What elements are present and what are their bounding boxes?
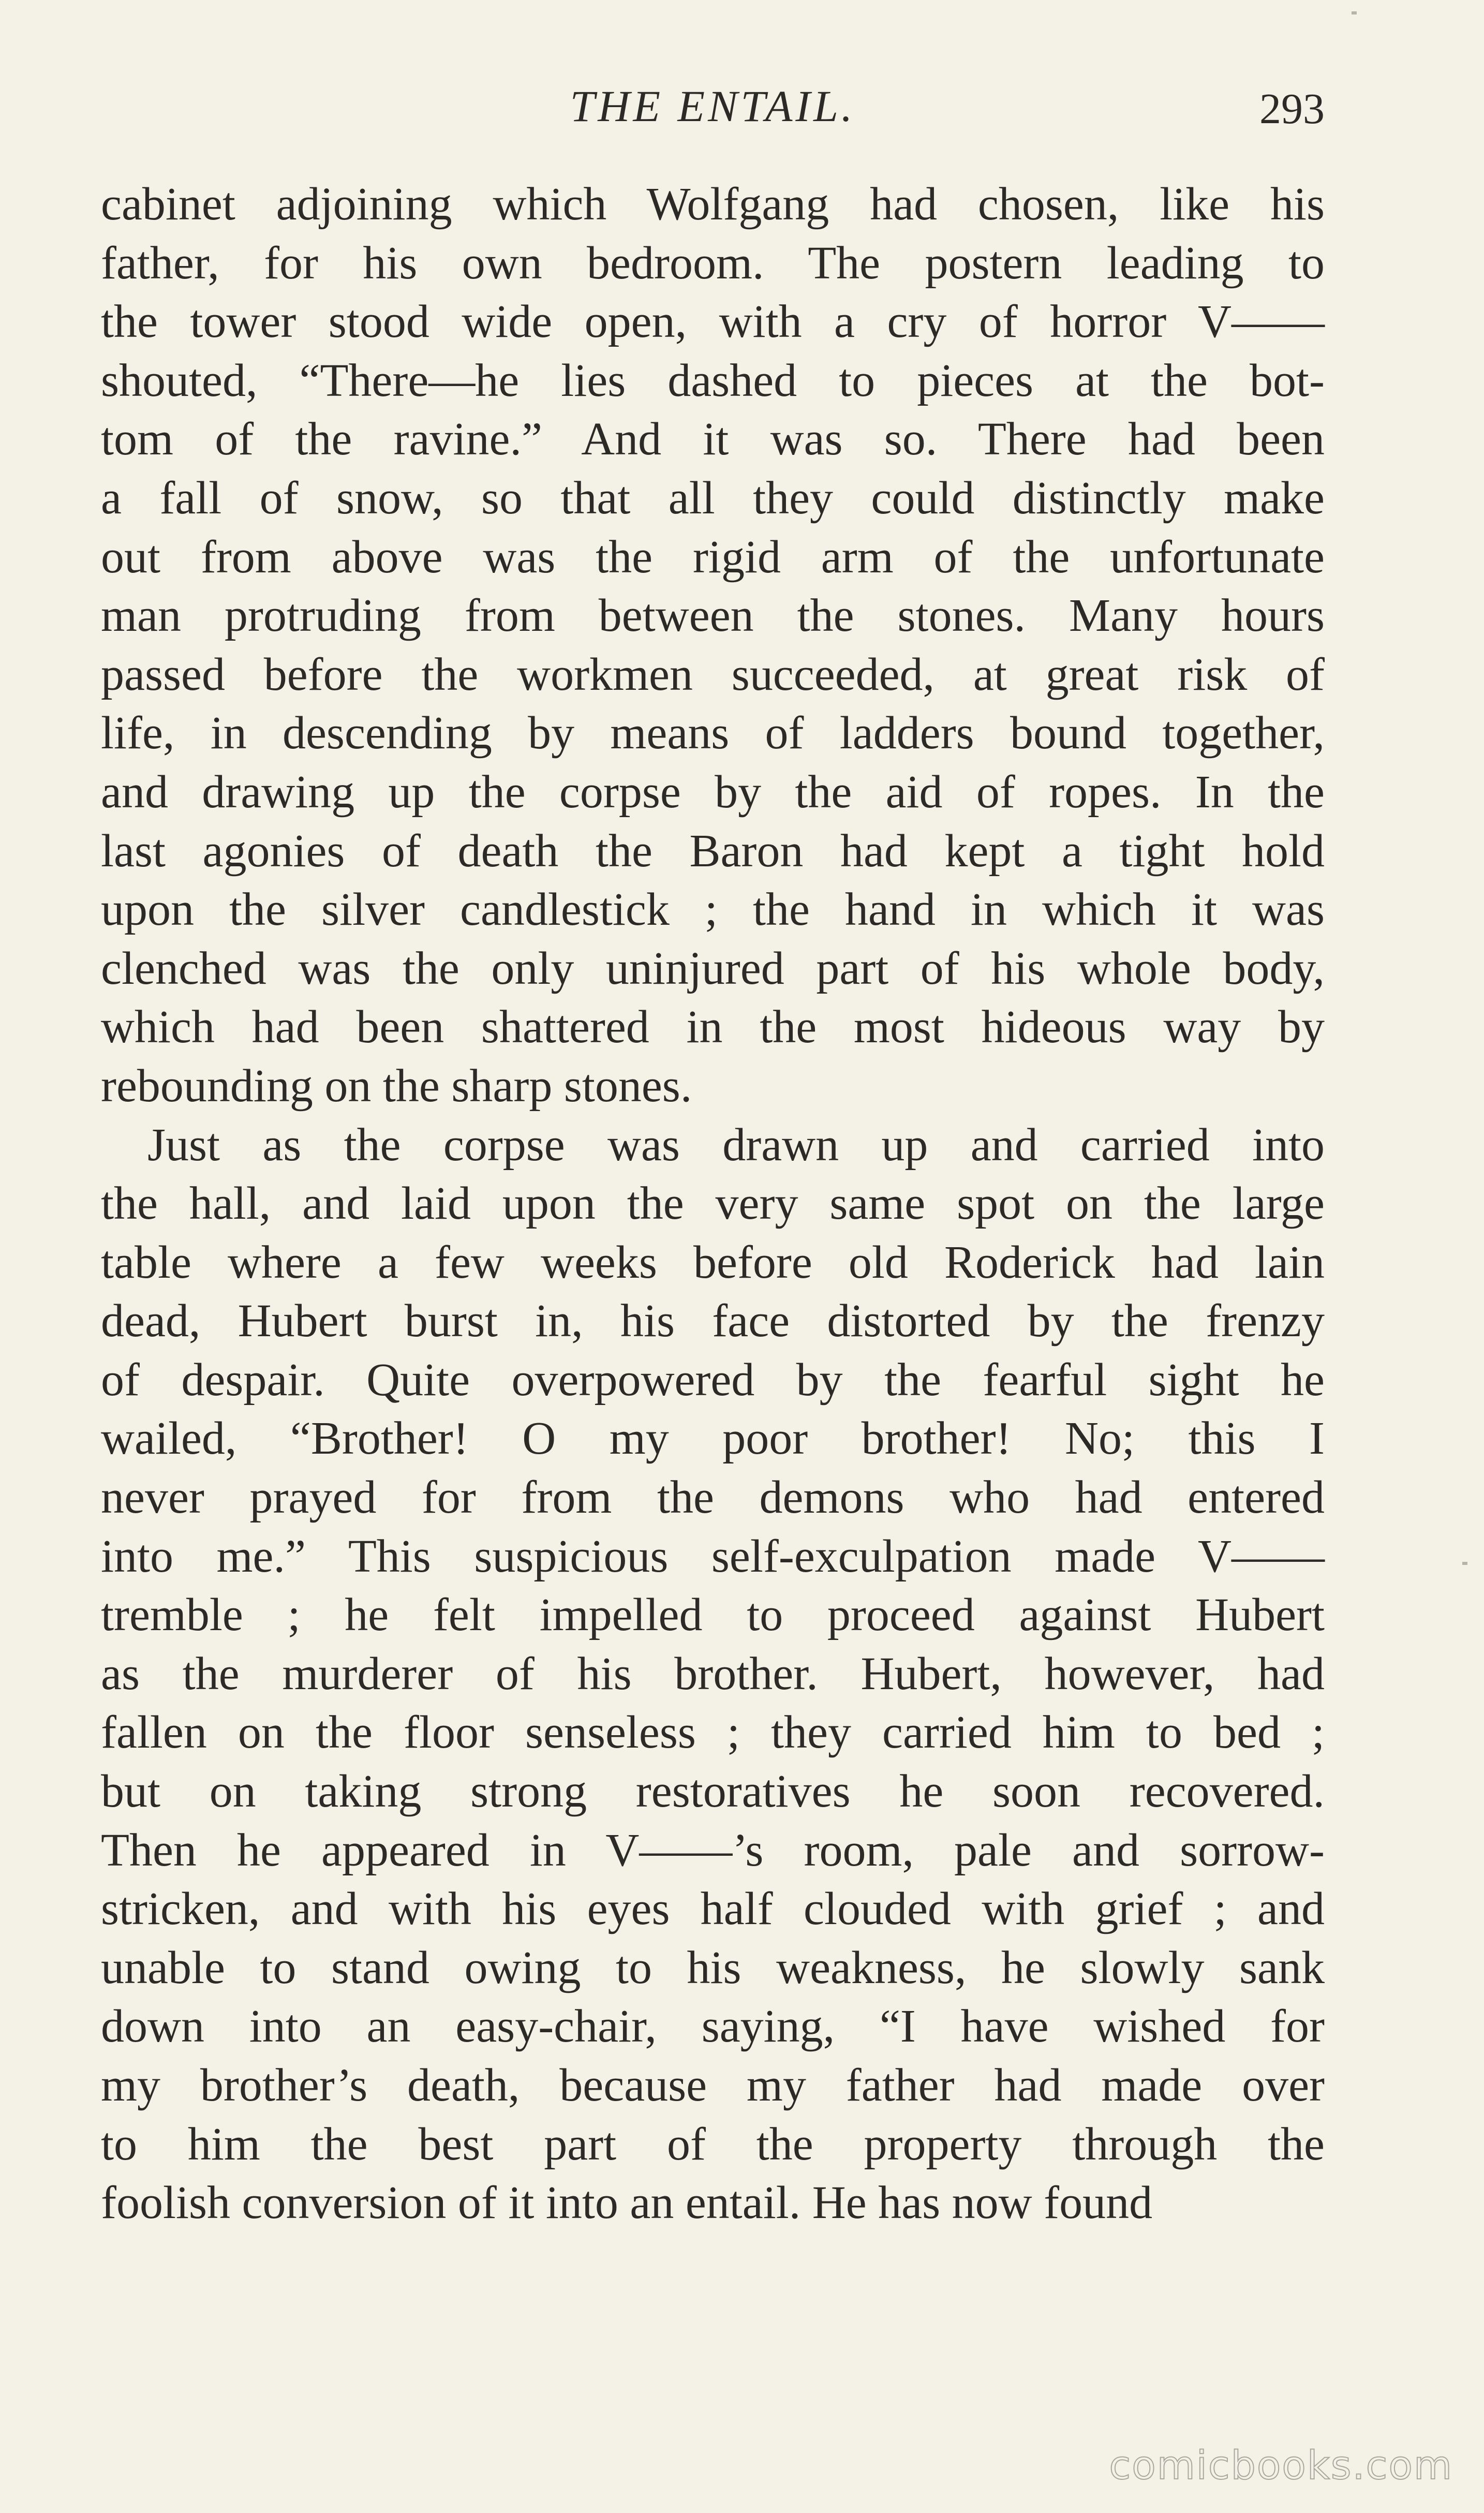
page-edge-mark <box>1352 11 1357 14</box>
text-line: shouted, “There—he lies dashed to pieces at the bot- <box>101 354 1325 406</box>
text-line: as the murderer of his brother. Hubert, however, had <box>101 1648 1325 1699</box>
text-line: my brother’s death, because my father had made over <box>101 2060 1325 2111</box>
text-line: of despair. Quite overpowered by the fearful sight he <box>101 1354 1325 1406</box>
text-line: but on taking strong restoratives he soon recovered. <box>101 1766 1325 1817</box>
text-line: which had been shattered in the most hideous way by <box>101 1001 1325 1053</box>
text-line: foolish conversion of it into an entail. He has now found <box>101 2177 1153 2229</box>
text-line: fallen on the floor senseless ; they carried him to bed ; <box>101 1707 1325 1758</box>
text-line: the hall, and laid upon the very same spot on the large <box>101 1178 1325 1230</box>
paragraph <box>101 175 1325 1116</box>
text-line: never prayed for from the demons who had entered <box>101 1472 1325 1524</box>
text-line: the tower stood wide open, with a cry of horror V—— <box>101 296 1325 348</box>
text-line: Just as the corpse was drawn up and carried into <box>147 1119 1325 1171</box>
text-line: upon the silver candlestick ; the hand in which it was <box>101 884 1325 936</box>
text-line: and drawing up the corpse by the aid of ropes. In the <box>101 766 1325 818</box>
text-line: into me.” This suspicious self-exculpation made V—— <box>101 1530 1325 1582</box>
text-line: passed before the workmen succeeded, at great risk of <box>101 648 1325 700</box>
text-line: a fall of snow, so that all they could distinctly make <box>101 472 1325 524</box>
text-line: life, in descending by means of ladders bound together, <box>101 707 1325 759</box>
text-line: cabinet adjoining which Wolfgang had chosen, like his <box>101 179 1325 230</box>
text-line: down into an easy-chair, saying, “I have wished for <box>101 2001 1325 2052</box>
text-line: tom of the ravine.” And it was so. There had been <box>101 413 1325 465</box>
page-edge-mark <box>1462 1562 1467 1565</box>
text-line: wailed, “Brother! O my poor brother! No; this I <box>101 1413 1325 1465</box>
text-line: Then he appeared in V——’s room, pale and sorrow- <box>101 1824 1325 1876</box>
text-line: unable to stand owing to his weakness, he slowly sank <box>101 1942 1325 1993</box>
text-line: clenched was the only uninjured part of his whole body, <box>101 942 1325 994</box>
text-line: to him the best part of the property through the <box>101 2118 1325 2170</box>
running-title: THE ENTAIL. <box>570 81 856 131</box>
text-line: tremble ; he felt impelled to proceed against Hubert <box>101 1589 1325 1641</box>
text-line: out from above was the rigid arm of the unfortunate <box>101 531 1325 583</box>
text-line: table where a few weeks before old Roderick had lain <box>101 1236 1325 1288</box>
text-line: last agonies of death the Baron had kept a tight hold <box>101 825 1325 877</box>
text-line: father, for his own bedroom. The postern leading to <box>101 237 1325 289</box>
text-line: man protruding from between the stones. Many hours <box>101 590 1325 642</box>
paragraph <box>101 1116 1325 2233</box>
body-text <box>101 175 1325 2233</box>
text-line: rebounding on the sharp stones. <box>101 1060 692 1112</box>
page-number: 293 <box>1259 85 1325 133</box>
running-head <box>101 78 1325 135</box>
text-line: dead, Hubert burst in, his face distorted by the frenzy <box>101 1295 1325 1347</box>
watermark: comicbooks.com <box>1109 2442 1453 2488</box>
text-line: stricken, and with his eyes half clouded with grief ; and <box>101 1883 1325 1935</box>
